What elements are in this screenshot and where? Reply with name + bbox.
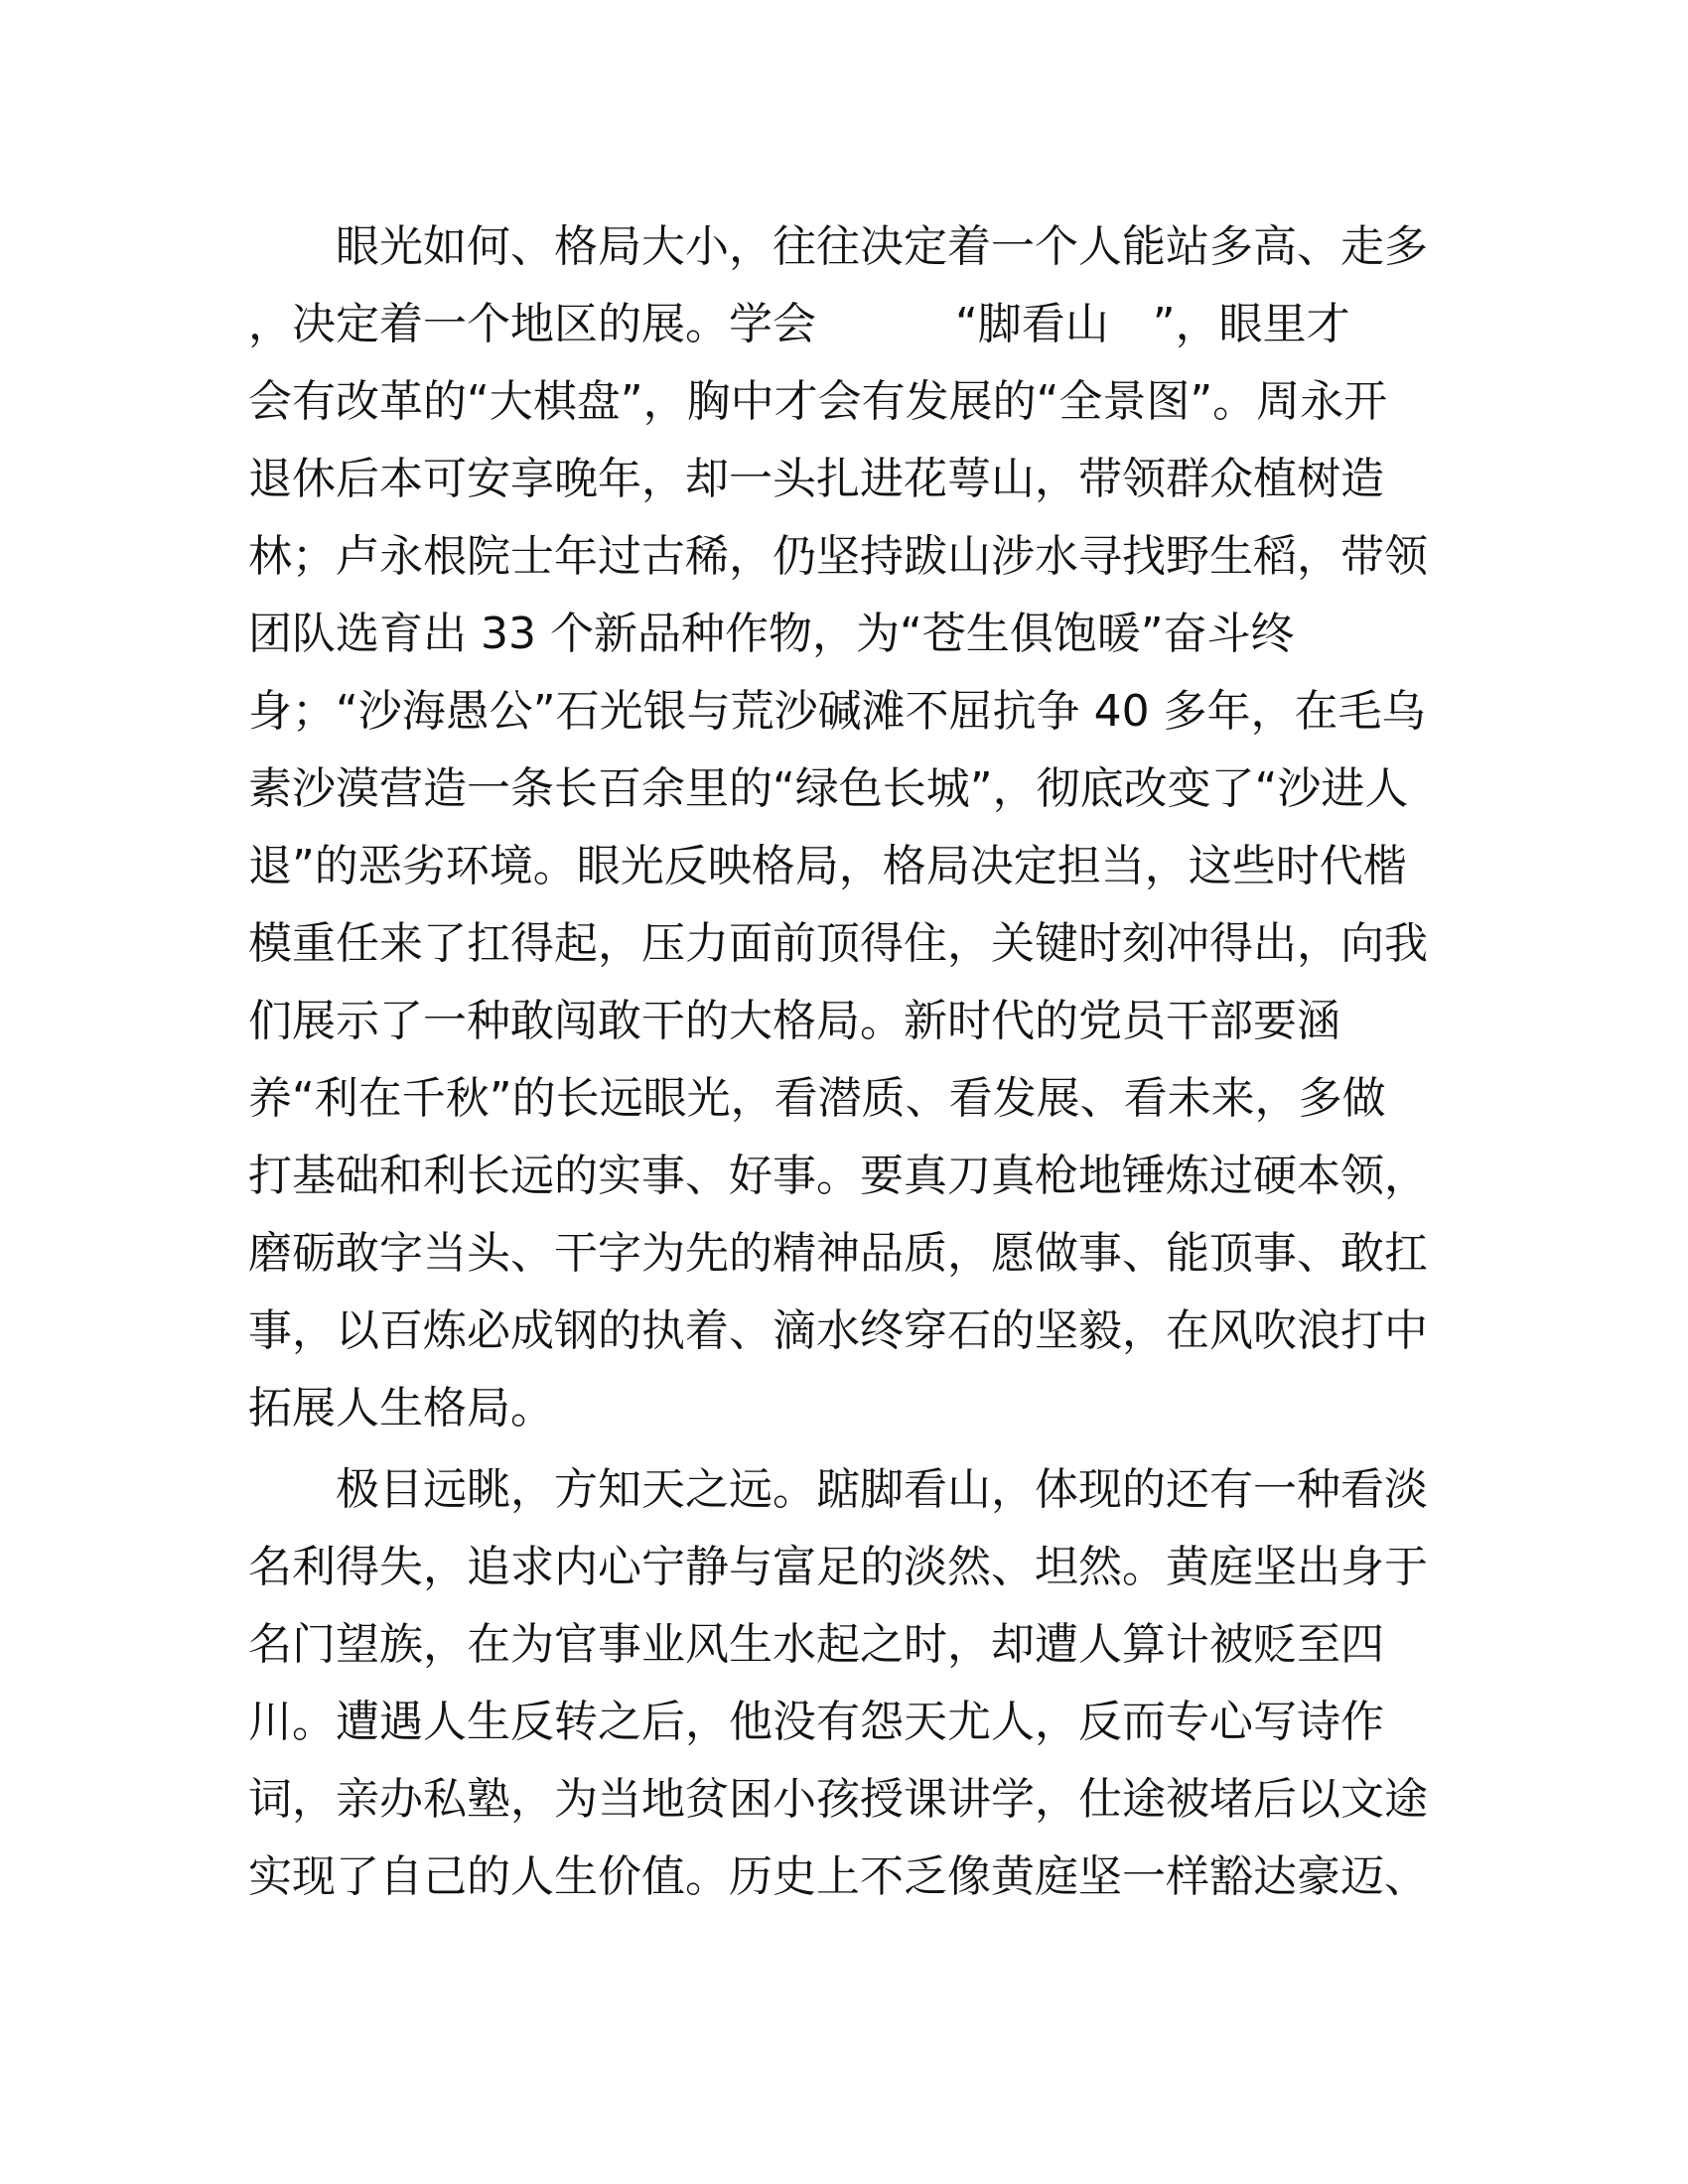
paragraph-line: 打基础和利长远的实事、好事。要真刀真枪地锤炼过硬本领， xyxy=(248,1151,1428,1201)
paragraph-line: 身；“沙海愚公”石光银与荒沙碱滩不屈抗争 40 多年，在毛乌 xyxy=(248,686,1426,737)
paragraph-line: 素沙漠营造一条长百余里的“绿色长城”，彻底改变了“沙进人 xyxy=(248,763,1409,814)
paragraph-line: 名门望族，在为官事业风生水起之时，却遭人算计被贬至四 xyxy=(248,1619,1384,1670)
paragraph-line xyxy=(248,286,1430,363)
paragraph-line: 会有改革的“大棋盘”，胸中才会有发展的“全景图”。周永开 xyxy=(248,376,1388,427)
paragraph-line: 养“利在千秋”的长远眼光，看潜质、看发展、看未来，多做 xyxy=(248,1073,1386,1124)
paragraph-line: 团队选育出 33 个新品种作物，为“苍生俱饱暖”奋斗终 xyxy=(248,609,1295,659)
paragraph-line: 词，亲办私塾，为当地贫困小孩授课讲学，仕途被堵后以文途 xyxy=(248,1774,1428,1825)
paragraph-line: 退休后本可安享晚年，却一头扎进花萼山，带领群众植树造 xyxy=(248,454,1384,504)
paragraph-line: 林；卢永根院士年过古稀，仍坚持跋山涉水寻找野生稻，带领 xyxy=(248,531,1428,582)
line-segment: ，决定着一个地区的展。学会 xyxy=(248,299,816,349)
line-segment: “脚看山 ”，眼里才 xyxy=(955,299,1350,349)
paragraph-line: 拓展人生格局。 xyxy=(248,1383,554,1433)
paragraph-line: 磨砺敢字当头、干字为先的精神品质，愿做事、能顶事、敢扛 xyxy=(248,1228,1428,1279)
paragraph-line: 模重任来了扛得起，压力面前顶得住，关键时刻冲得出，向我 xyxy=(248,918,1428,969)
paragraph-line: 事，以百炼必成钢的执着、滴水终穿石的坚毅，在风吹浪打中 xyxy=(248,1305,1428,1356)
paragraph-2 xyxy=(248,1451,1430,1916)
paragraph-line: 川。遭遇人生反转之后，他没有怨天尤人，反而专心写诗作 xyxy=(248,1697,1384,1747)
paragraph-line: 们展示了一种敢闯敢干的大格局。新时代的党员干部要涵 xyxy=(248,996,1340,1046)
paragraph-line: 名利得失，追求内心宁静与富足的淡然、坦然。黄庭坚出身于 xyxy=(248,1542,1428,1592)
paragraph-line: 极目远眺，方知天之远。踮脚看山，体现的还有一种看淡 xyxy=(336,1464,1428,1515)
paragraph-line: 实现了自己的人生价值。历史上不乏像黄庭坚一样豁达豪迈、 xyxy=(248,1851,1428,1902)
paragraph-1 xyxy=(248,208,1430,1447)
paragraph-line: 退”的恶劣环境。眼光反映格局，格局决定担当，这些时代楷 xyxy=(248,841,1407,891)
paragraph-line: 眼光如何、格局大小，往往决定着一个人能站多高、走多 xyxy=(336,221,1428,272)
